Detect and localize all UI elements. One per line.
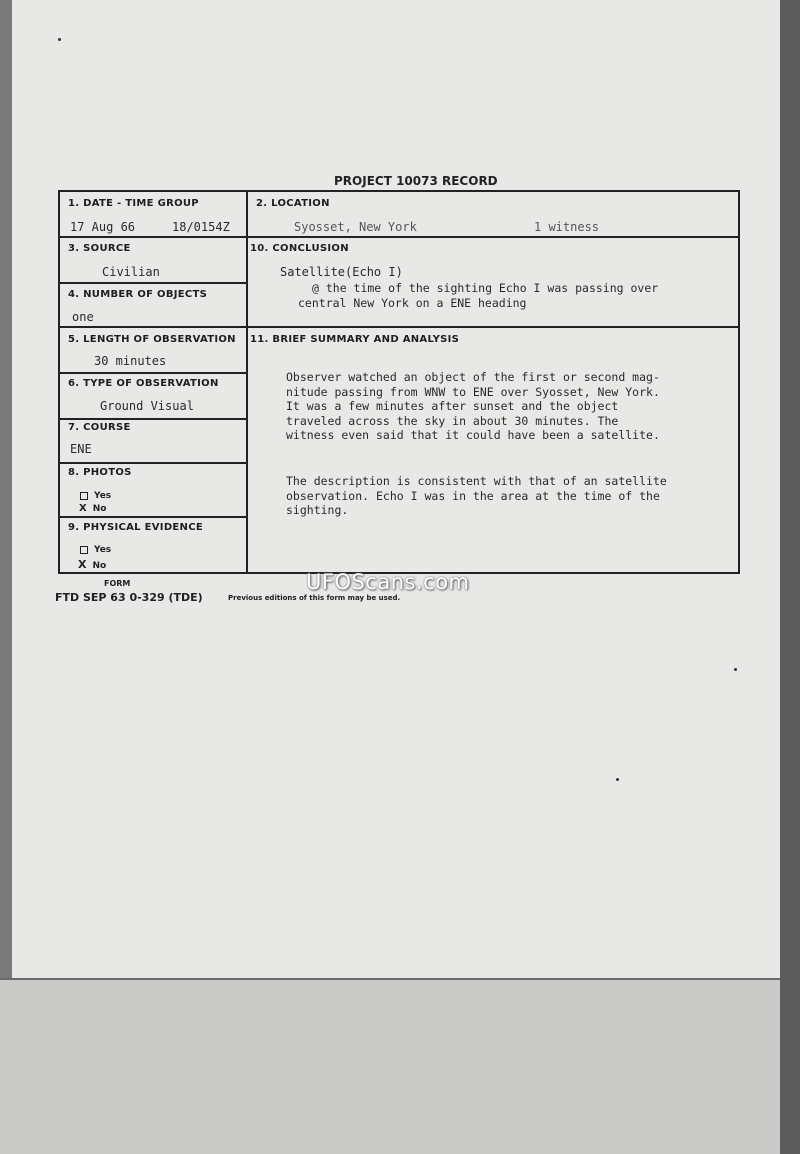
location-label: 2. LOCATION xyxy=(256,198,330,209)
watermark: UFOScans.com xyxy=(306,570,470,594)
check-mark: X xyxy=(79,503,87,514)
checkbox-icon xyxy=(80,546,88,554)
conclusion-line-2: central New York on a ENE heading xyxy=(298,296,527,310)
length-label: 5. LENGTH OF OBSERVATION xyxy=(68,334,236,345)
evidence-yes-option: Yes xyxy=(80,545,111,555)
footer-form-code: FTD SEP 63 0-329 (TDE) xyxy=(55,591,203,604)
time-value: 18/0154Z xyxy=(172,220,230,234)
source-value: Civilian xyxy=(102,265,160,279)
course-value: ENE xyxy=(70,442,92,456)
summary-label: 11. BRIEF SUMMARY AND ANALYSIS xyxy=(250,334,460,345)
photos-yes-option: Yes xyxy=(80,491,111,501)
length-value: 30 minutes xyxy=(94,354,167,368)
photos-no-option: X No xyxy=(79,503,107,514)
photos-label: 8. PHOTOS xyxy=(68,467,132,478)
conclusion-label: 10. CONCLUSION xyxy=(250,243,349,254)
check-mark: X xyxy=(78,558,87,571)
location-value: Syosset, New York xyxy=(294,220,417,234)
row-divider xyxy=(60,282,246,284)
conclusion-value: Satellite(Echo I) xyxy=(280,265,403,279)
right-scan-edge xyxy=(780,0,800,1154)
row-divider xyxy=(60,516,246,518)
row-divider xyxy=(246,236,740,238)
summary-paragraph-2: The description is consistent with that of an satellite observation. Echo I was in the area at the time of the sighting. xyxy=(286,474,667,517)
evidence-label: 9. PHYSICAL EVIDENCE xyxy=(68,522,203,533)
course-label: 7. COURSE xyxy=(68,422,131,433)
source-label: 3. SOURCE xyxy=(68,243,131,254)
speck xyxy=(734,668,737,671)
footer-previous-editions: Previous editions of this form may be used. xyxy=(228,594,401,602)
summary-paragraph-1: Observer watched an object of the first or second mag- nitude passing from WNW to ENE over Syosset, New York. It was a few minutes after sunset and the object traveled across the sky in about 30 minutes. The witness even said that it could have been a satellite. xyxy=(286,370,660,442)
speck xyxy=(616,778,619,781)
conclusion-line-1: @ the time of the sighting Echo I was passing over xyxy=(312,281,659,295)
evidence-no-option: X No xyxy=(78,558,107,571)
witness-count: 1 witness xyxy=(534,220,600,234)
row-divider xyxy=(60,418,246,420)
objects-label: 4. NUMBER OF OBJECTS xyxy=(68,289,208,300)
left-scan-edge xyxy=(0,0,12,978)
checkbox-icon xyxy=(80,492,88,500)
column-divider xyxy=(246,192,248,572)
row-divider xyxy=(60,372,246,374)
form-title: PROJECT 10073 RECORD xyxy=(334,174,498,188)
record-form xyxy=(58,190,740,574)
objects-value: one xyxy=(72,310,94,324)
date-time-label: 1. DATE - TIME GROUP xyxy=(68,198,199,209)
row-divider xyxy=(60,236,246,238)
type-label: 6. TYPE OF OBSERVATION xyxy=(68,378,219,389)
row-divider xyxy=(60,462,246,464)
lower-page-background xyxy=(0,980,800,1154)
footer-form-word: FORM xyxy=(104,579,131,588)
row-divider xyxy=(60,326,246,328)
row-divider xyxy=(246,326,740,328)
speck xyxy=(58,38,61,41)
type-value: Ground Visual xyxy=(100,399,194,413)
date-value: 17 Aug 66 xyxy=(70,220,136,234)
